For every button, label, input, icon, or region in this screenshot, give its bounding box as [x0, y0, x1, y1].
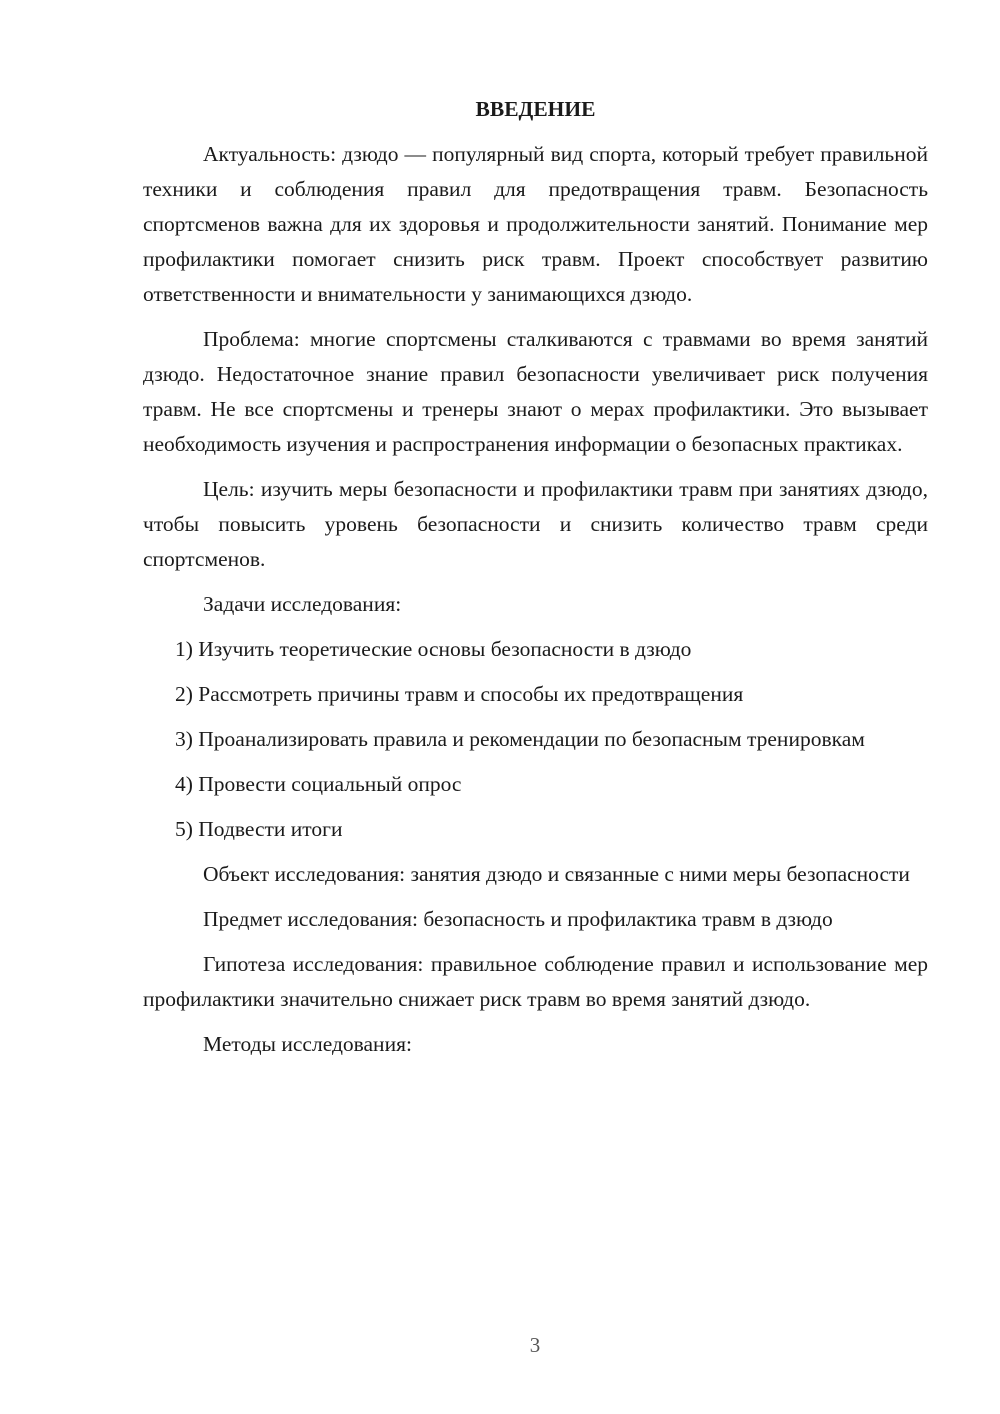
task-item-2: 2) Рассмотреть причины травм и способы их предотвращения: [175, 682, 744, 706]
task-item-4: 4) Провести социальный опрос: [175, 772, 462, 796]
task-item-5: 5) Подвести итоги: [175, 817, 343, 841]
object-paragraph: Объект исследования: занятия дзюдо и связанные с ними меры безопасности: [203, 862, 910, 886]
goal-paragraph: Цель: изучить меры безопасности и профилактики травм при занятиях дзюдо, чтобы повысить уровень безопасности и снизить количество травм среди спортсменов.: [143, 477, 928, 571]
subject-paragraph: Предмет исследования: безопасность и профилактика травм в дзюдо: [203, 907, 833, 931]
problem-paragraph: Проблема: многие спортсмены сталкиваются с травмами во время занятий дзюдо. Недостаточное знание правил безопасности увеличивает риск получения травм. Не все спортсмены и тренеры знают о мерах профилактики. Это вызывает необходимость изучения и распространения информации о безопасных практиках.: [143, 327, 928, 456]
page-number: 3: [529, 1333, 541, 1357]
tasks-heading: Задачи исследования:: [203, 592, 402, 616]
page-content: [143, 92, 928, 1072]
task-item-3: 3) Проанализировать правила и рекомендации по безопасным тренировкам: [175, 727, 865, 751]
relevance-paragraph: Актуальность: дзюдо — популярный вид спорта, который требует правильной техники и соблюдения правил для предотвращения травм. Безопасность спортсменов важна для их здоровья и продолжительности занятий. Понимание мер профилактики помогает снизить риск травм. Проект способствует развитию ответственности и внимательности у занимающихся дзюдо.: [143, 142, 928, 306]
task-item-1: 1) Изучить теоретические основы безопасности в дзюдо: [175, 637, 692, 661]
methods-heading: Методы исследования:: [203, 1032, 412, 1056]
page-title: ВВЕДЕНИЕ: [475, 97, 596, 121]
hypothesis-paragraph: Гипотеза исследования: правильное соблюдение правил и использование мер профилактики значительно снижает риск травм во время занятий дзюдо.: [143, 952, 928, 1011]
